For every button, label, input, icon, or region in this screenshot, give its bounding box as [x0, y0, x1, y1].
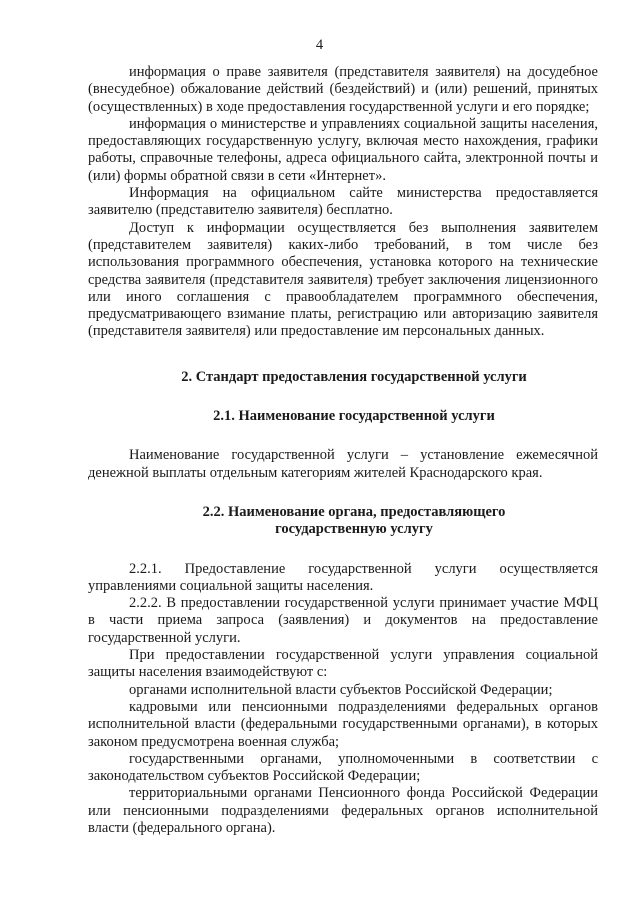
- list-item: органами исполнительной власти субъектов Российской Федерации;: [129, 681, 553, 698]
- section-2-1-heading: 2.1. Наименование государственной услуги: [213, 408, 495, 425]
- paragraph-free-info: Информация на официальном сайте министерства предоставляется заявителю (представителю заявителя) бесплатно.: [88, 185, 598, 219]
- section-2-heading: 2. Стандарт предоставления государственной услуги: [181, 368, 527, 385]
- spacer: [88, 539, 598, 561]
- paragraph-interaction-intro: При предоставлении государственной услуги управления социальной защиты населения взаимодействуют с:: [88, 647, 598, 681]
- section-2-2-heading: [88, 504, 598, 539]
- paragraph-ministry-info: информация о министерстве и управлениях социальной защиты населения, предоставляющих государственную услугу, включая место нахождения, графики работы, справочные телефоны, адреса официального сайта, электронной почты и (или) формы обратной связи в сети «Интернет».: [88, 115, 598, 184]
- paragraph-appeal-info: информация о праве заявителя (представителя заявителя) на досудебное (внесудебное) обжалование действий (бездействий) и (или) решений, принятых (осуществленных) в ходе предоставления государственной услуги и его порядке;: [88, 64, 598, 115]
- list-item: государственными органами, уполномоченными в соответствии с законодательством субъектов Российской Федерации;: [88, 750, 598, 785]
- document-body: [88, 64, 598, 837]
- spacer: [88, 425, 598, 447]
- page-number: 4: [315, 37, 324, 53]
- spacer: [88, 482, 598, 504]
- section-2-1-text: Наименование государственной услуги – установление ежемесячной денежной выплаты отдельным категориям жителей Краснодарского края.: [88, 447, 598, 481]
- spacer: [88, 341, 598, 369]
- list-item: кадровыми или пенсионными подразделениями федеральных органов исполнительной власти (федеральными государственными органами), в которых законом предусмотрена военная служба;: [88, 698, 598, 750]
- paragraph-2-2-2: 2.2.2. В предоставлении государственной услуги принимает участие МФЦ в части приема запроса (заявления) и документов на предоставление государственной услуги.: [88, 595, 598, 646]
- list-item: территориальными органами Пенсионного фонда Российской Федерации или пенсионными подразделениями федеральных органов исполнительной власти (федерального органа).: [88, 785, 598, 836]
- section-2-2-heading-line1: 2.2. Наименование органа, предоставляющего: [202, 503, 506, 520]
- section-2-2-heading-line2: государственную услугу: [275, 521, 433, 538]
- paragraph-access-info: Доступ к информации осуществляется без выполнения заявителем (представителем заявителя) каких-либо требований, в том числе без использования программного обеспечения, установка которого на технические средства заявителя (представителя заявителя) требует заключения лицензионного или иного соглашения с правообладателем программного обеспечения, предусматривающего взимание платы, регистрацию или авторизацию заявителя (представителя заявителя) или предоставление им персональных данных.: [88, 219, 598, 340]
- spacer: [88, 386, 598, 408]
- paragraph-2-2-1: 2.2.1. Предоставление государственной услуги осуществляется управлениями социальной защиты населения.: [88, 560, 598, 594]
